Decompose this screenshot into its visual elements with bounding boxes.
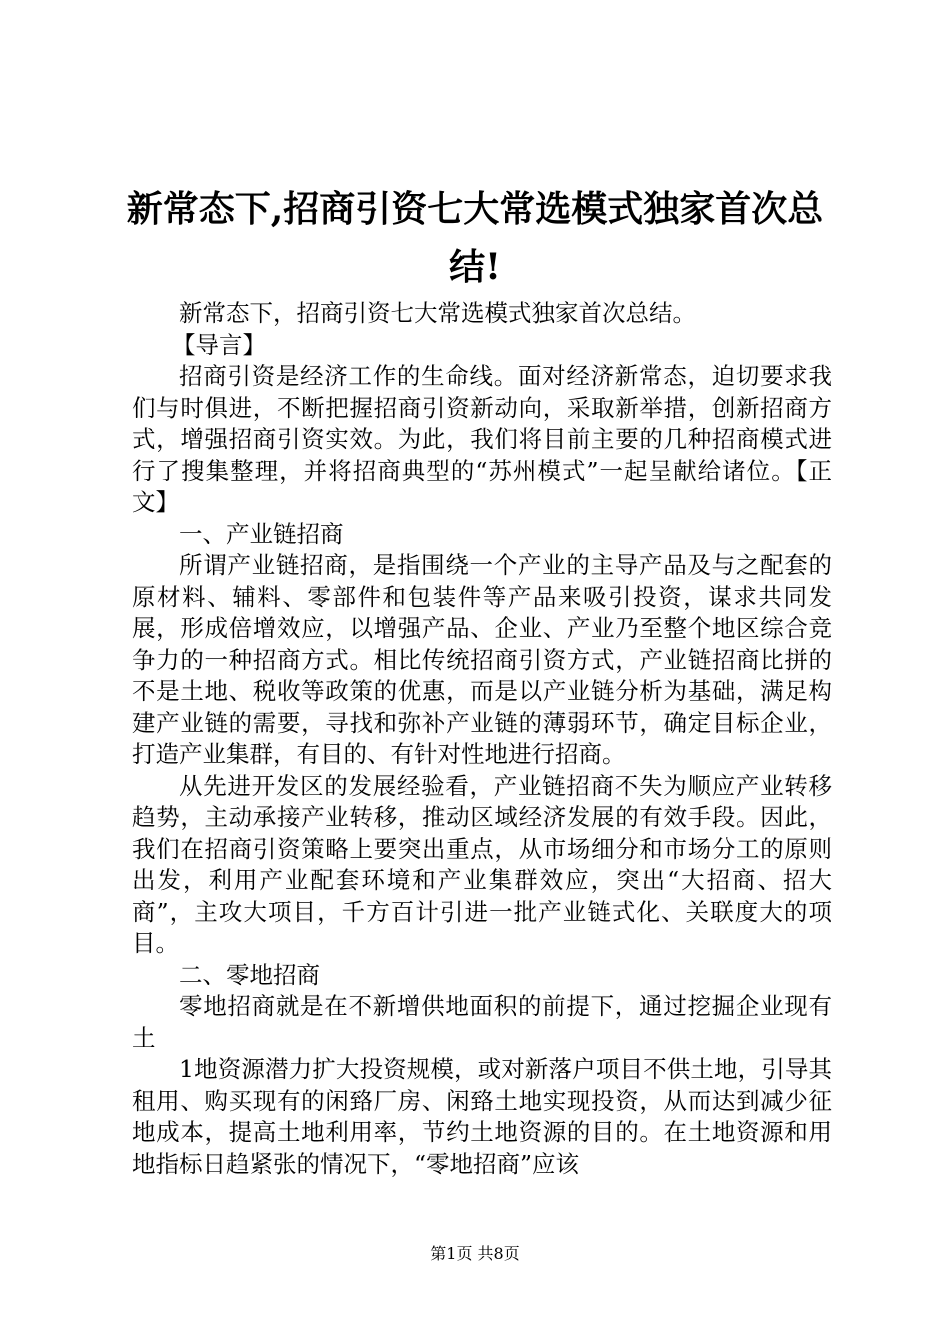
section-1-paragraph-1: 所谓产业链招商，是指围绕一个产业的主导产品及与之配套的原材料、辅料、零部件和包装件等产品来吸引投资，谋求共同发展，形成倍增效应，以增强产品、企业、产业乃至整个地区综合竞争力的一种招商方式。相比传统招商引资方式，产业链招商比拼的不是土地、税收等政策的优惠，而是以产业链分析为基础，满足构建产业链的需要，寻找和弥补产业链的薄弱环节，确定目标企业，打造产业集群，有目的、有针对性地进行招商。 bbox=[132, 551, 832, 768]
page-footer: 第1页 共8页 bbox=[430, 1244, 520, 1263]
section-2-paragraph-1: 零地招商就是在不新增供地面积的前提下，通过挖掘企业现有土 bbox=[132, 992, 832, 1052]
document-body bbox=[132, 298, 832, 1180]
document-title: 新常态下,招商引资七大常选模式独家首次总结! bbox=[126, 188, 824, 288]
section-heading-1: 一、产业链招商 bbox=[179, 519, 344, 548]
preface-paragraph: 招商引资是经济工作的生命线。面对经济新常态，迫切要求我们与时俱进，不断把握招商引资新动向，采取新举措，创新招商方式，增强招商引资实效。为此，我们将目前主要的几种招商模式进行了搜集整理，并将招商典型的“苏州模式”一起呈献给诸位。【正文】 bbox=[132, 362, 832, 516]
section-1-paragraph-2: 从先进开发区的发展经验看，产业链招商不失为顺应产业转移趋势，主动承接产业转移，推动区域经济发展的有效手段。因此，我们在招商引资策略上要突出重点，从市场细分和市场分工的原则出发，利用产业配套环境和产业集群效应，突出“大招商、招大商”，主攻大项目，千方百计引进一批产业链式化、关联度大的项目。 bbox=[132, 771, 832, 957]
section-heading-2: 二、零地招商 bbox=[179, 960, 320, 989]
preface-heading: 【导言】 bbox=[172, 330, 266, 359]
intro-paragraph: 新常态下，招商引资七大常选模式独家首次总结。 bbox=[179, 299, 696, 327]
section-2-paragraph-2: 1地资源潜力扩大投资规模，或对新落户项目不供土地，引导其租用、购买现有的闲臵厂房、闲臵土地实现投资，从而达到减少征地成本，提高土地利用率，节约土地资源的目的。在土地资源和用地指标日趋紧张的情况下，“零地招商”应该 bbox=[132, 1055, 832, 1178]
